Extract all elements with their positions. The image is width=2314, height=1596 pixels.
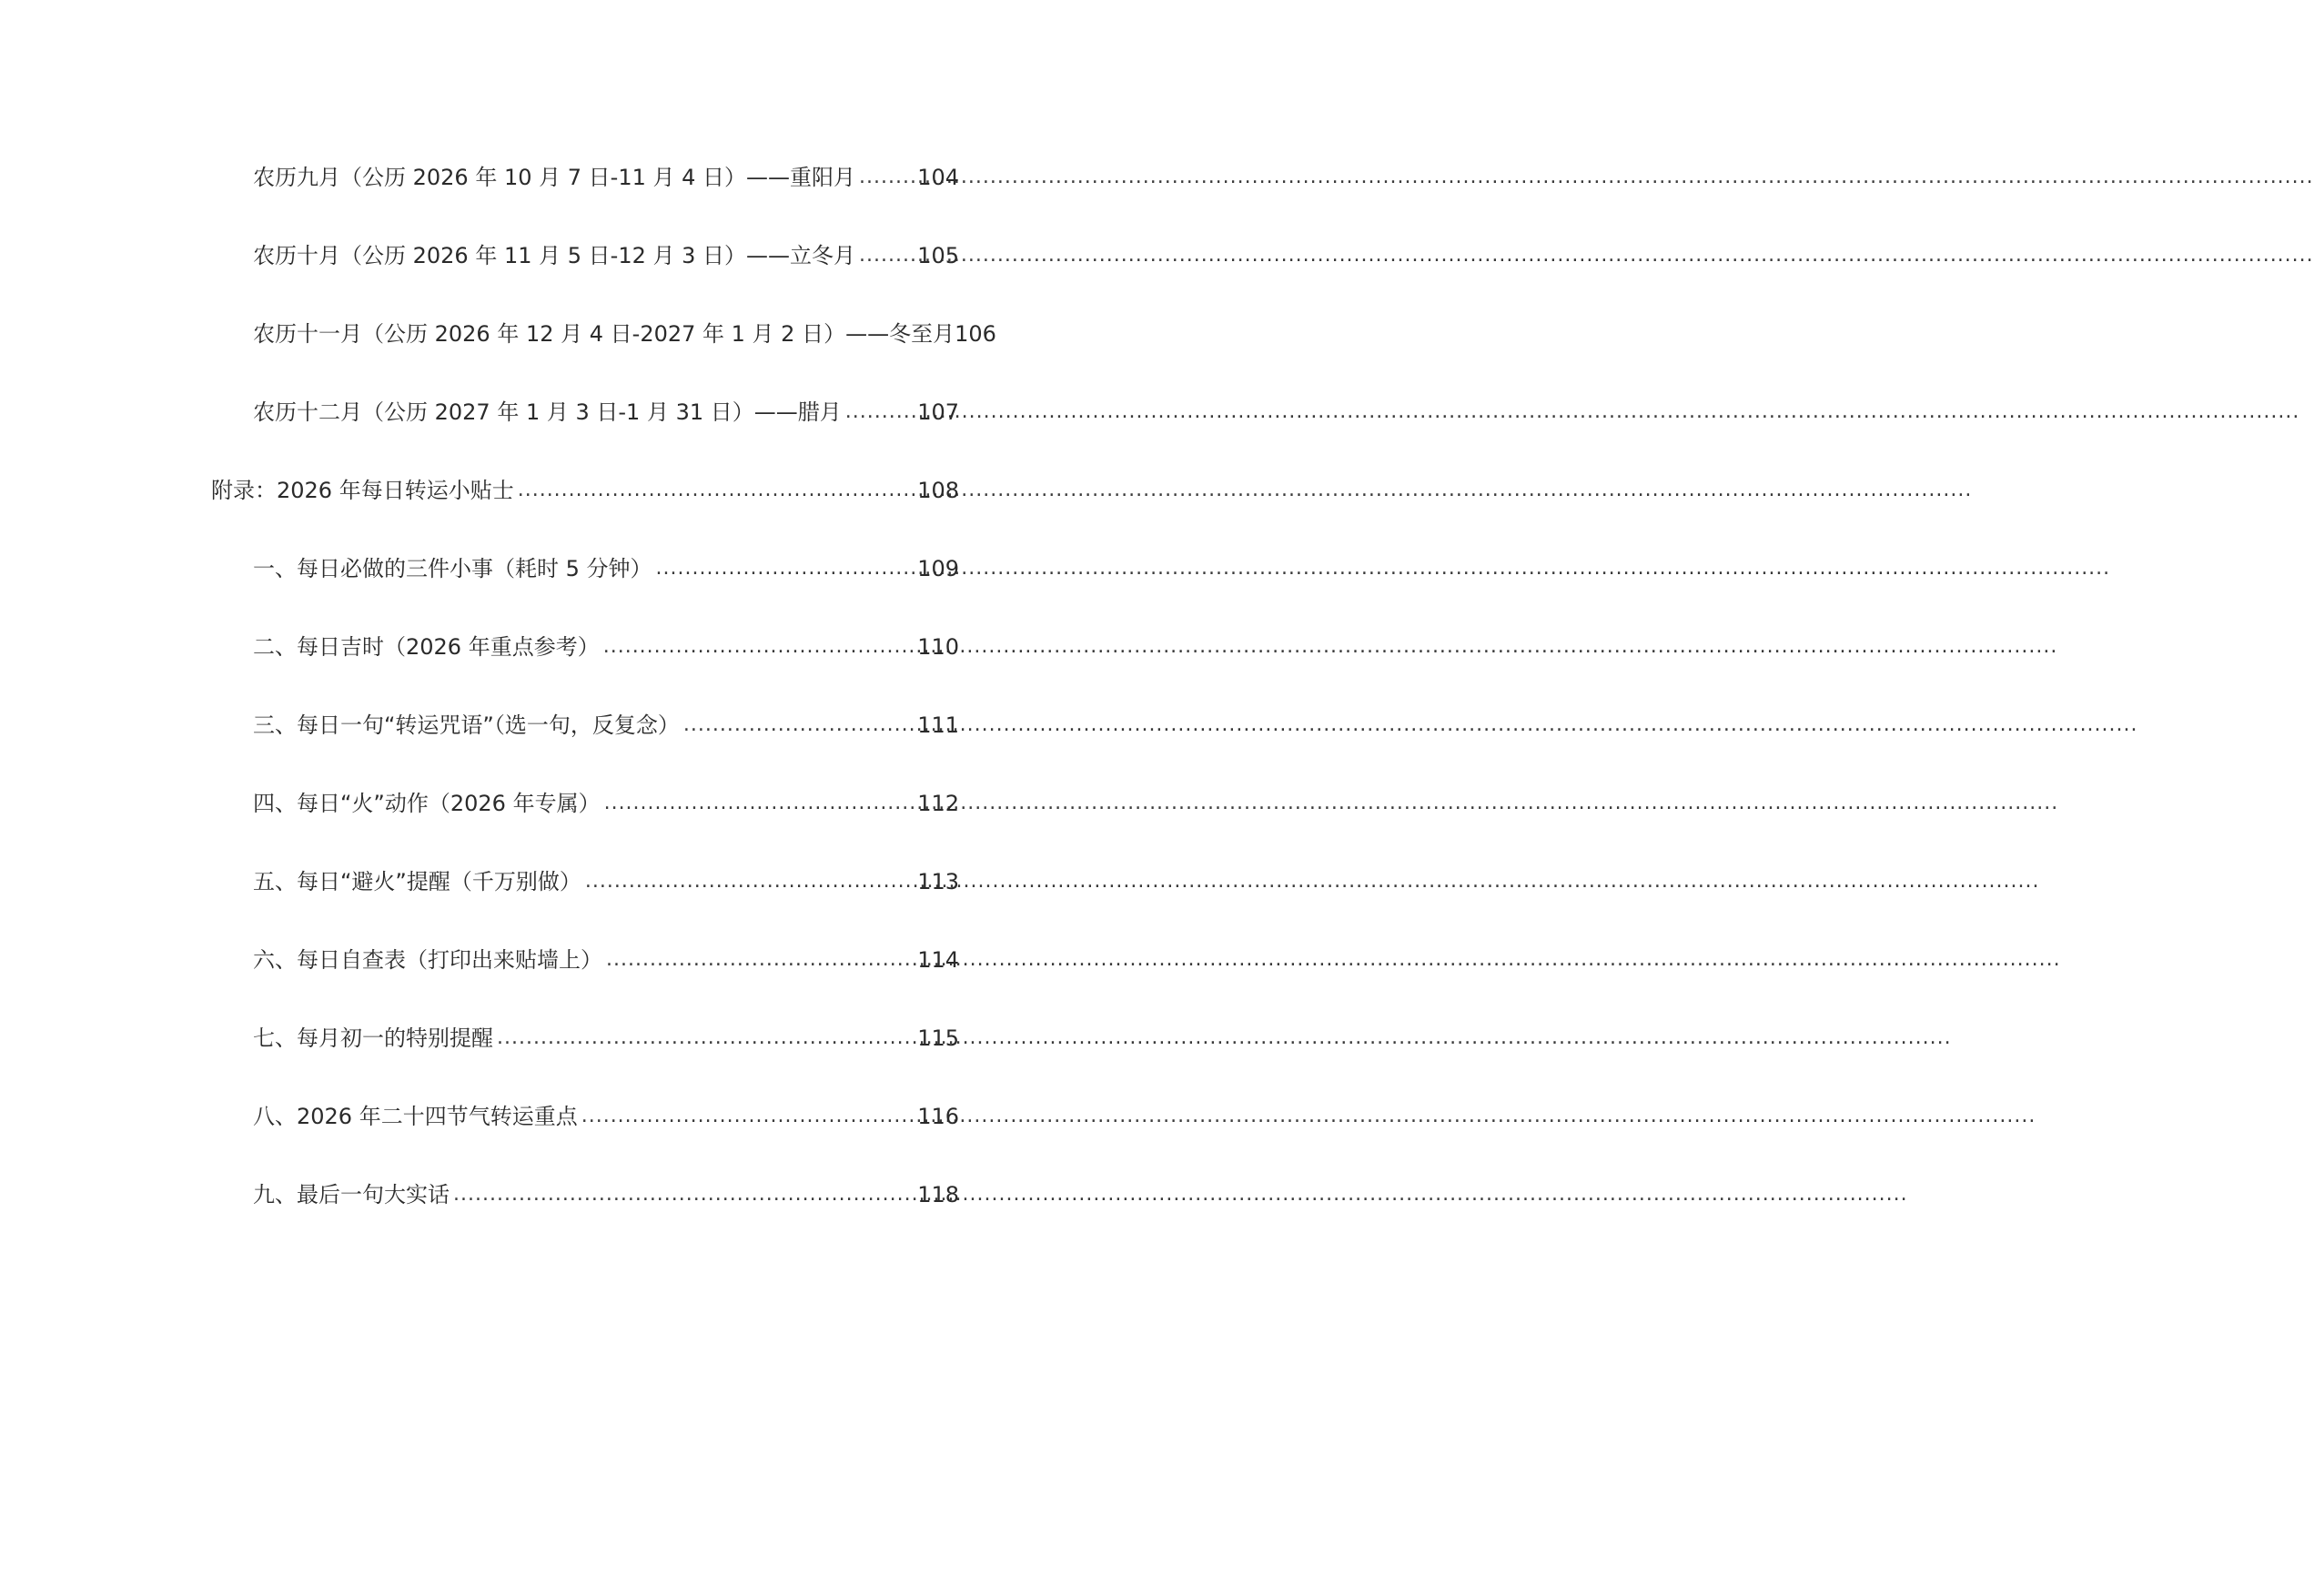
toc-entry-title: 附录：2026 年每日转运小贴士 [211, 478, 514, 503]
toc-entry-title: 五、每日“避火”提醒（千万别做） [253, 869, 581, 894]
toc-page-number: 111 [917, 712, 959, 738]
toc-dot-leader [450, 1179, 917, 1210]
toc-page-number: 113 [917, 869, 959, 894]
toc-dot-leader [652, 553, 918, 584]
toc-entry-lunar-october[interactable] [253, 235, 959, 271]
toc-entry-title: 农历十月（公历 2026 年 11 月 5 日-12 月 3 日）——立冬月 [253, 243, 856, 268]
toc-entry-title: 一、每日必做的三件小事（耗时 5 分钟） [253, 556, 652, 581]
toc-entry-title: 六、每日自查表（打印出来贴墙上） [253, 947, 602, 973]
toc-page-number: 104 [917, 165, 959, 190]
toc-entry-section-1[interactable] [253, 548, 959, 584]
toc-entry-title: 农历九月（公历 2026 年 10 月 7 日-11 月 4 日）——重阳月 [253, 165, 856, 190]
toc-page-number: 118 [917, 1182, 959, 1207]
toc-page-number: 107 [917, 399, 959, 425]
toc-dot-leader [601, 788, 918, 819]
table-of-contents [0, 0, 1128, 1596]
toc-dot-leader [493, 1023, 917, 1054]
toc-page-number: 105 [917, 243, 959, 268]
toc-page-number: 114 [917, 947, 959, 973]
toc-entry-section-9[interactable] [253, 1174, 959, 1210]
toc-entry-title: 八、2026 年二十四节气转运重点 [253, 1104, 578, 1129]
toc-entry-title: 二、每日吉时（2026 年重点参考） [253, 634, 600, 660]
toc-dot-leader [855, 162, 917, 193]
toc-entry-title: 三、每日一句“转运咒语”（选一句，反复念） [253, 712, 680, 738]
toc-dot-leader [680, 710, 917, 741]
toc-page-number: 112 [917, 791, 959, 816]
toc-entry-appendix[interactable] [211, 470, 959, 506]
toc-page-number: 116 [917, 1104, 959, 1129]
toc-entry-section-4[interactable] [253, 783, 959, 819]
toc-entry-section-7[interactable] [253, 1017, 959, 1054]
toc-entry-lunar-september[interactable] [253, 157, 959, 193]
toc-entry-section-6[interactable] [253, 939, 959, 975]
toc-page-number: 115 [917, 1025, 959, 1051]
toc-dot-leader [600, 631, 917, 662]
toc-dot-leader [581, 866, 917, 897]
toc-entry-title: 九、最后一句大实话 [253, 1182, 450, 1207]
toc-entry-section-8[interactable] [253, 1096, 959, 1132]
toc-entry-title: 农历十二月（公历 2027 年 1 月 3 日-1 月 31 日）——腊月 [253, 399, 842, 425]
toc-page-number: 110 [917, 634, 959, 660]
toc-entry-section-3[interactable] [253, 704, 959, 741]
toc-dot-leader [842, 397, 917, 428]
toc-dot-leader [578, 1101, 917, 1132]
toc-page-number: 109 [917, 556, 959, 581]
toc-dot-leader [602, 944, 917, 975]
toc-entry-lunar-december[interactable] [253, 391, 959, 428]
toc-page-number: 108 [917, 478, 959, 503]
toc-entry-title: 农历十一月（公历 2026 年 12 月 4 日-2027 年 1 月 2 日）——冬至月 [253, 321, 955, 347]
toc-entry-title: 四、每日“火”动作（2026 年专属） [253, 791, 601, 816]
toc-dot-leader [855, 240, 917, 271]
toc-entry-lunar-november[interactable] [253, 313, 996, 349]
toc-entry-section-2[interactable] [253, 626, 959, 662]
toc-entry-title: 七、每月初一的特别提醒 [253, 1025, 493, 1051]
toc-dot-leader [514, 475, 917, 506]
toc-entry-section-5[interactable] [253, 861, 959, 897]
toc-page-number: 106 [955, 321, 996, 347]
